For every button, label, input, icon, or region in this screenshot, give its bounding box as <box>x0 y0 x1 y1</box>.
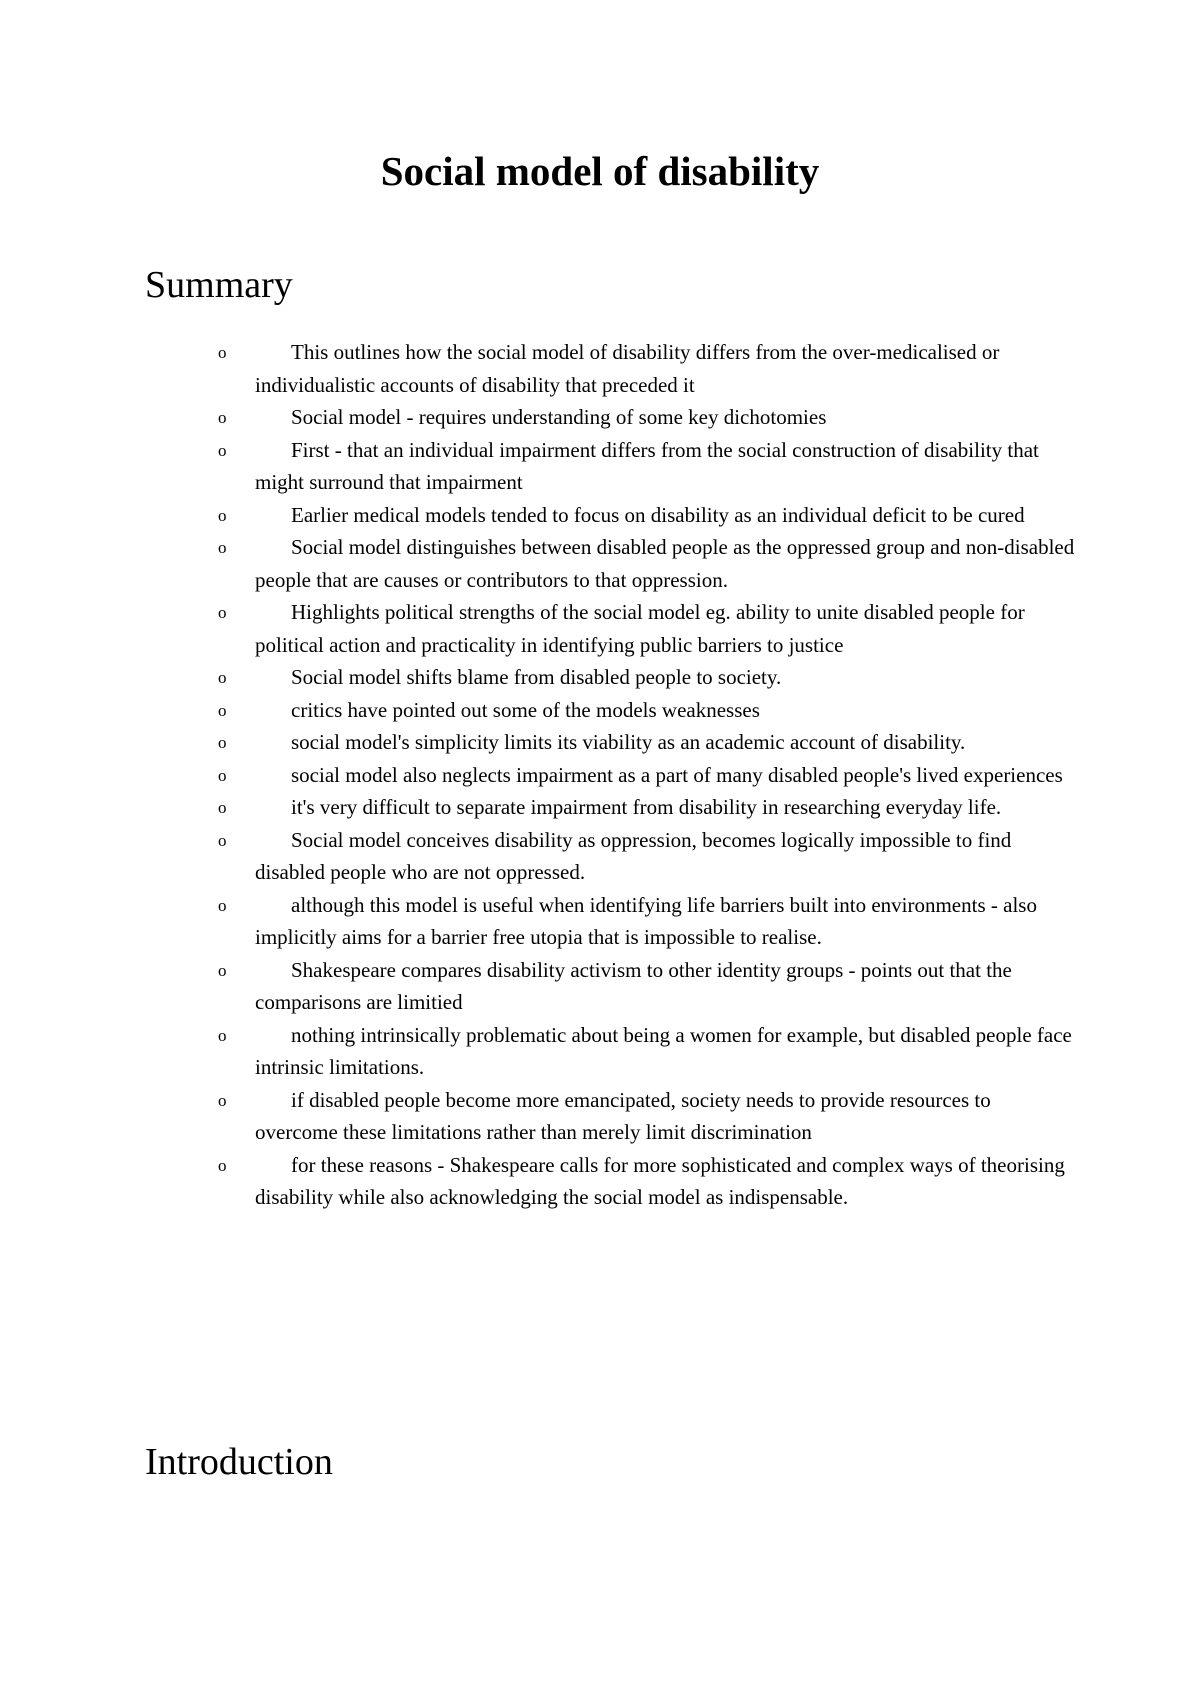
bullet-text: although this model is useful when identifying life barriers built into environments - also implicitly aims for a barrier free utopia that is impossible to realise. <box>255 892 1037 949</box>
list-item <box>0 1084 1075 1149</box>
section-heading-summary: Summary <box>145 264 293 306</box>
bullet-marker-icon: o <box>218 1155 227 1175</box>
bullet-marker-icon: o <box>218 960 227 980</box>
list-item <box>0 954 1075 1019</box>
list-item <box>0 791 1075 824</box>
bullet-marker-icon: o <box>218 700 227 720</box>
bullet-text: it's very difficult to separate impairment from disability in researching everyday life. <box>291 795 1002 819</box>
bullet-text: First - that an individual impairment differs from the social construction of disability that might surround that impairment <box>255 437 1039 494</box>
bullet-marker-icon: o <box>218 830 227 850</box>
list-item <box>0 401 1075 434</box>
list-item <box>0 434 1075 499</box>
bullet-marker-icon: o <box>218 440 227 460</box>
section-heading-introduction: Introduction <box>145 1441 333 1483</box>
bullet-text: Social model distinguishes between disabled people as the oppressed group and non-disabled people that are causes or contributors to that oppression. <box>255 535 1075 592</box>
bullet-marker-icon: o <box>218 895 227 915</box>
bullet-marker-icon: o <box>218 538 227 557</box>
bullet-text: This outlines how the social model of disability differs from the over-medicalised or individualistic accounts of disability that preceded it <box>255 340 1000 397</box>
list-item <box>0 824 1075 889</box>
list-item <box>0 1019 1075 1084</box>
list-item <box>0 336 1075 401</box>
bullet-text: if disabled people become more emancipated, society needs to provide resources to overcome these limitations rather than merely limit discrimination <box>255 1087 991 1144</box>
bullet-marker-icon: o <box>218 603 227 622</box>
bullet-marker-icon: o <box>218 798 227 817</box>
bullet-marker-icon: o <box>218 1090 227 1110</box>
summary-bullet-list <box>0 336 1200 1214</box>
list-item <box>0 499 1075 532</box>
list-item <box>0 694 1075 727</box>
list-item <box>0 726 1075 759</box>
list-item <box>0 531 1075 596</box>
bullet-text: Highlights political strengths of the social model eg. ability to unite disabled people for political action and practicality in identifying public barriers to justice <box>255 600 1025 657</box>
bullet-text: for these reasons - Shakespeare calls for more sophisticated and complex ways of theorising disability while also acknowledging the social model as indispensable. <box>255 1152 1065 1209</box>
bullet-marker-icon: o <box>218 408 227 427</box>
bullet-marker-icon: o <box>218 505 227 525</box>
bullet-text: social model's simplicity limits its viability as an academic account of disability. <box>291 730 966 754</box>
list-item <box>0 759 1075 792</box>
bullet-text: Social model shifts blame from disabled people to society. <box>291 665 782 689</box>
bullet-marker-icon: o <box>218 765 227 785</box>
list-item <box>0 1149 1075 1214</box>
bullet-text: critics have pointed out some of the models weaknesses <box>291 697 760 722</box>
bullet-text: Social model - requires understanding of some key dichotomies <box>291 405 827 429</box>
bullet-marker-icon: o <box>218 1025 227 1045</box>
bullet-text: social model also neglects impairment as a part of many disabled people's lived experiences <box>291 762 1063 787</box>
bullet-marker-icon: o <box>218 668 227 687</box>
list-item <box>0 596 1075 661</box>
bullet-marker-icon: o <box>218 343 227 362</box>
bullet-text: Social model conceives disability as oppression, becomes logically impossible to find disabled people who are not oppressed. <box>255 827 1012 884</box>
bullet-marker-icon: o <box>218 733 227 752</box>
bullet-text: nothing intrinsically problematic about being a women for example, but disabled people face intrinsic limitations. <box>255 1022 1072 1079</box>
bullet-text: Shakespeare compares disability activism to other identity groups - points out that the comparisons are limitied <box>255 957 1012 1014</box>
bullet-text: Earlier medical models tended to focus on disability as an individual deficit to be cured <box>291 502 1025 527</box>
list-item <box>0 661 1075 694</box>
document-title: Social model of disability <box>380 148 820 194</box>
list-item <box>0 889 1075 954</box>
